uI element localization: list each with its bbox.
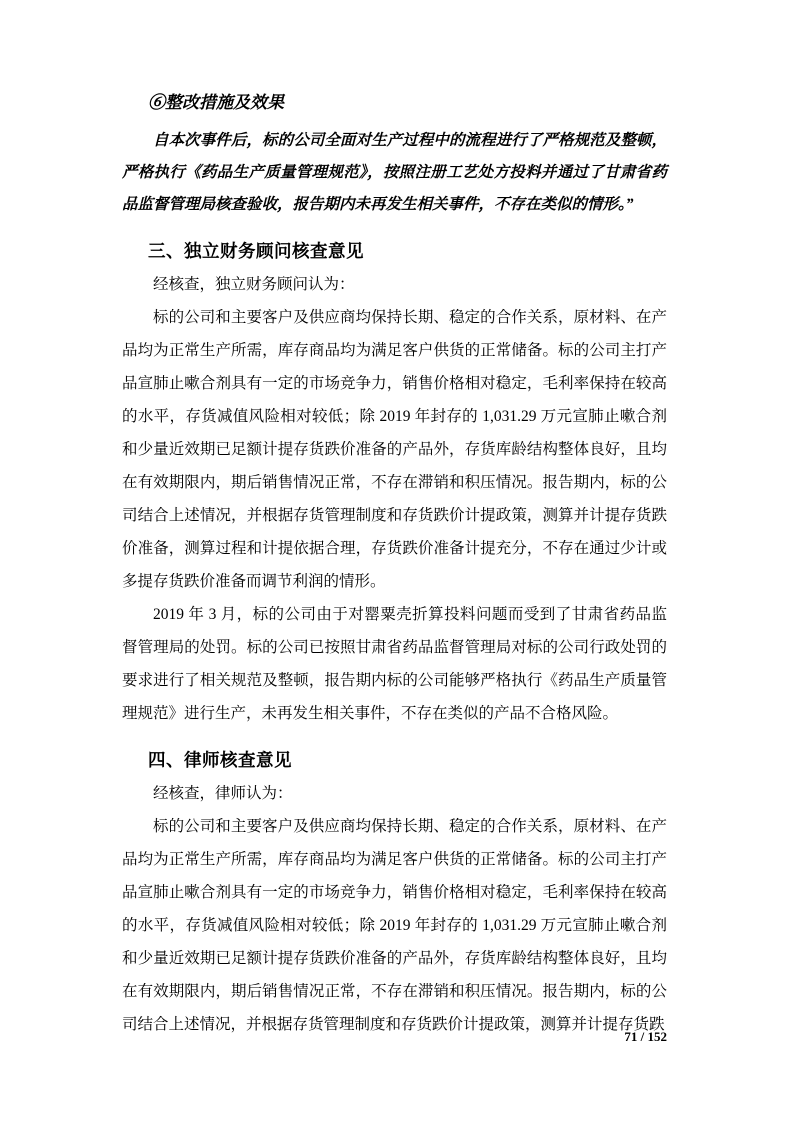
section-three-heading: 三、独立财务顾问核查意见 [148,241,364,261]
document-content [122,86,667,1041]
section-three-intro: 经核查，独立财务顾问认为： [153,276,355,293]
section-three-paragraph-1: 标的公司和主要客户及供应商均保持长期、稳定的合作关系，原材料、在产品均为正常生产所需，库存商品均为满足客户供货的正常储备。标的公司主打产品宣肺止嗽合剂具有一定的市场竞争力，销售价格相对稳定，毛利率保持在较高的水平，存货减值风险相对较低；除 2019 年封存的 1,031.29 万元宣肺止嗽合剂和少量近效期已足额计提存货跌价准备的产品外，存货库龄结构整体良好，且均在有效期限内，期后销售情况正常，不存在滞销和积压情况。报告期内，标的公司结合上述情况，并根据存货管理制度和存货跌价计提政策，测算并计提存货跌价准备，测算过程和计提依据合理，存货跌价准备计提充分，不存在通过少计或多提存货跌价准备而调节利润的情形。 [122,309,667,590]
section-three-paragraph-2: 2019 年 3 月，标的公司由于对罂粟壳折算投料问题而受到了甘肃省药品监督管理局的处罚。标的公司已按照甘肃省药品监督管理局对标的公司行政处罚的要求进行了相关规范及整顿，报告期内标的公司能够严格执行《药品生产质量管理规范》进行生产，未再发生相关事件，不存在类似的产品不合格风险。 [122,606,667,722]
subsection-heading: ⑥整改措施及效果 [148,93,284,112]
page-number: 71 / 152 [624,1029,667,1044]
quote-paragraph: 自本次事件后，标的公司全面对生产过程中的流程进行了严格规范及整顿，严格执行《药品生产质量管理规范》，按照注册工艺处方投料并通过了甘肃省药品监督管理局核查验收，报告期内未再发生相关事件，不存在类似的情形。” [122,132,667,213]
section-four-heading: 四、律师核查意见 [148,750,292,770]
section-four-paragraph-1: 标的公司和主要客户及供应商均保持长期、稳定的合作关系，原材料、在产品均为正常生产所需，库存商品均为满足客户供货的正常储备。标的公司主打产品宣肺止嗽合剂具有一定的市场竞争力，销售价格相对稳定，毛利率保持在较高的水平，存货减值风险相对较低；除 2019 年封存的 1,031.29 万元宣肺止嗽合剂和少量近效期已足额计提存货跌价准备的产品外，存货库龄结构整体良好，且均在有效期限内，期后销售情况正常，不存在滞销和积压情况。报告期内，标的公司结合上述情况，并根据存货管理制度和存货跌价计提政策，测算并计提存货跌 [122,818,667,1033]
section-four-intro: 经核查，律师认为： [153,785,293,802]
